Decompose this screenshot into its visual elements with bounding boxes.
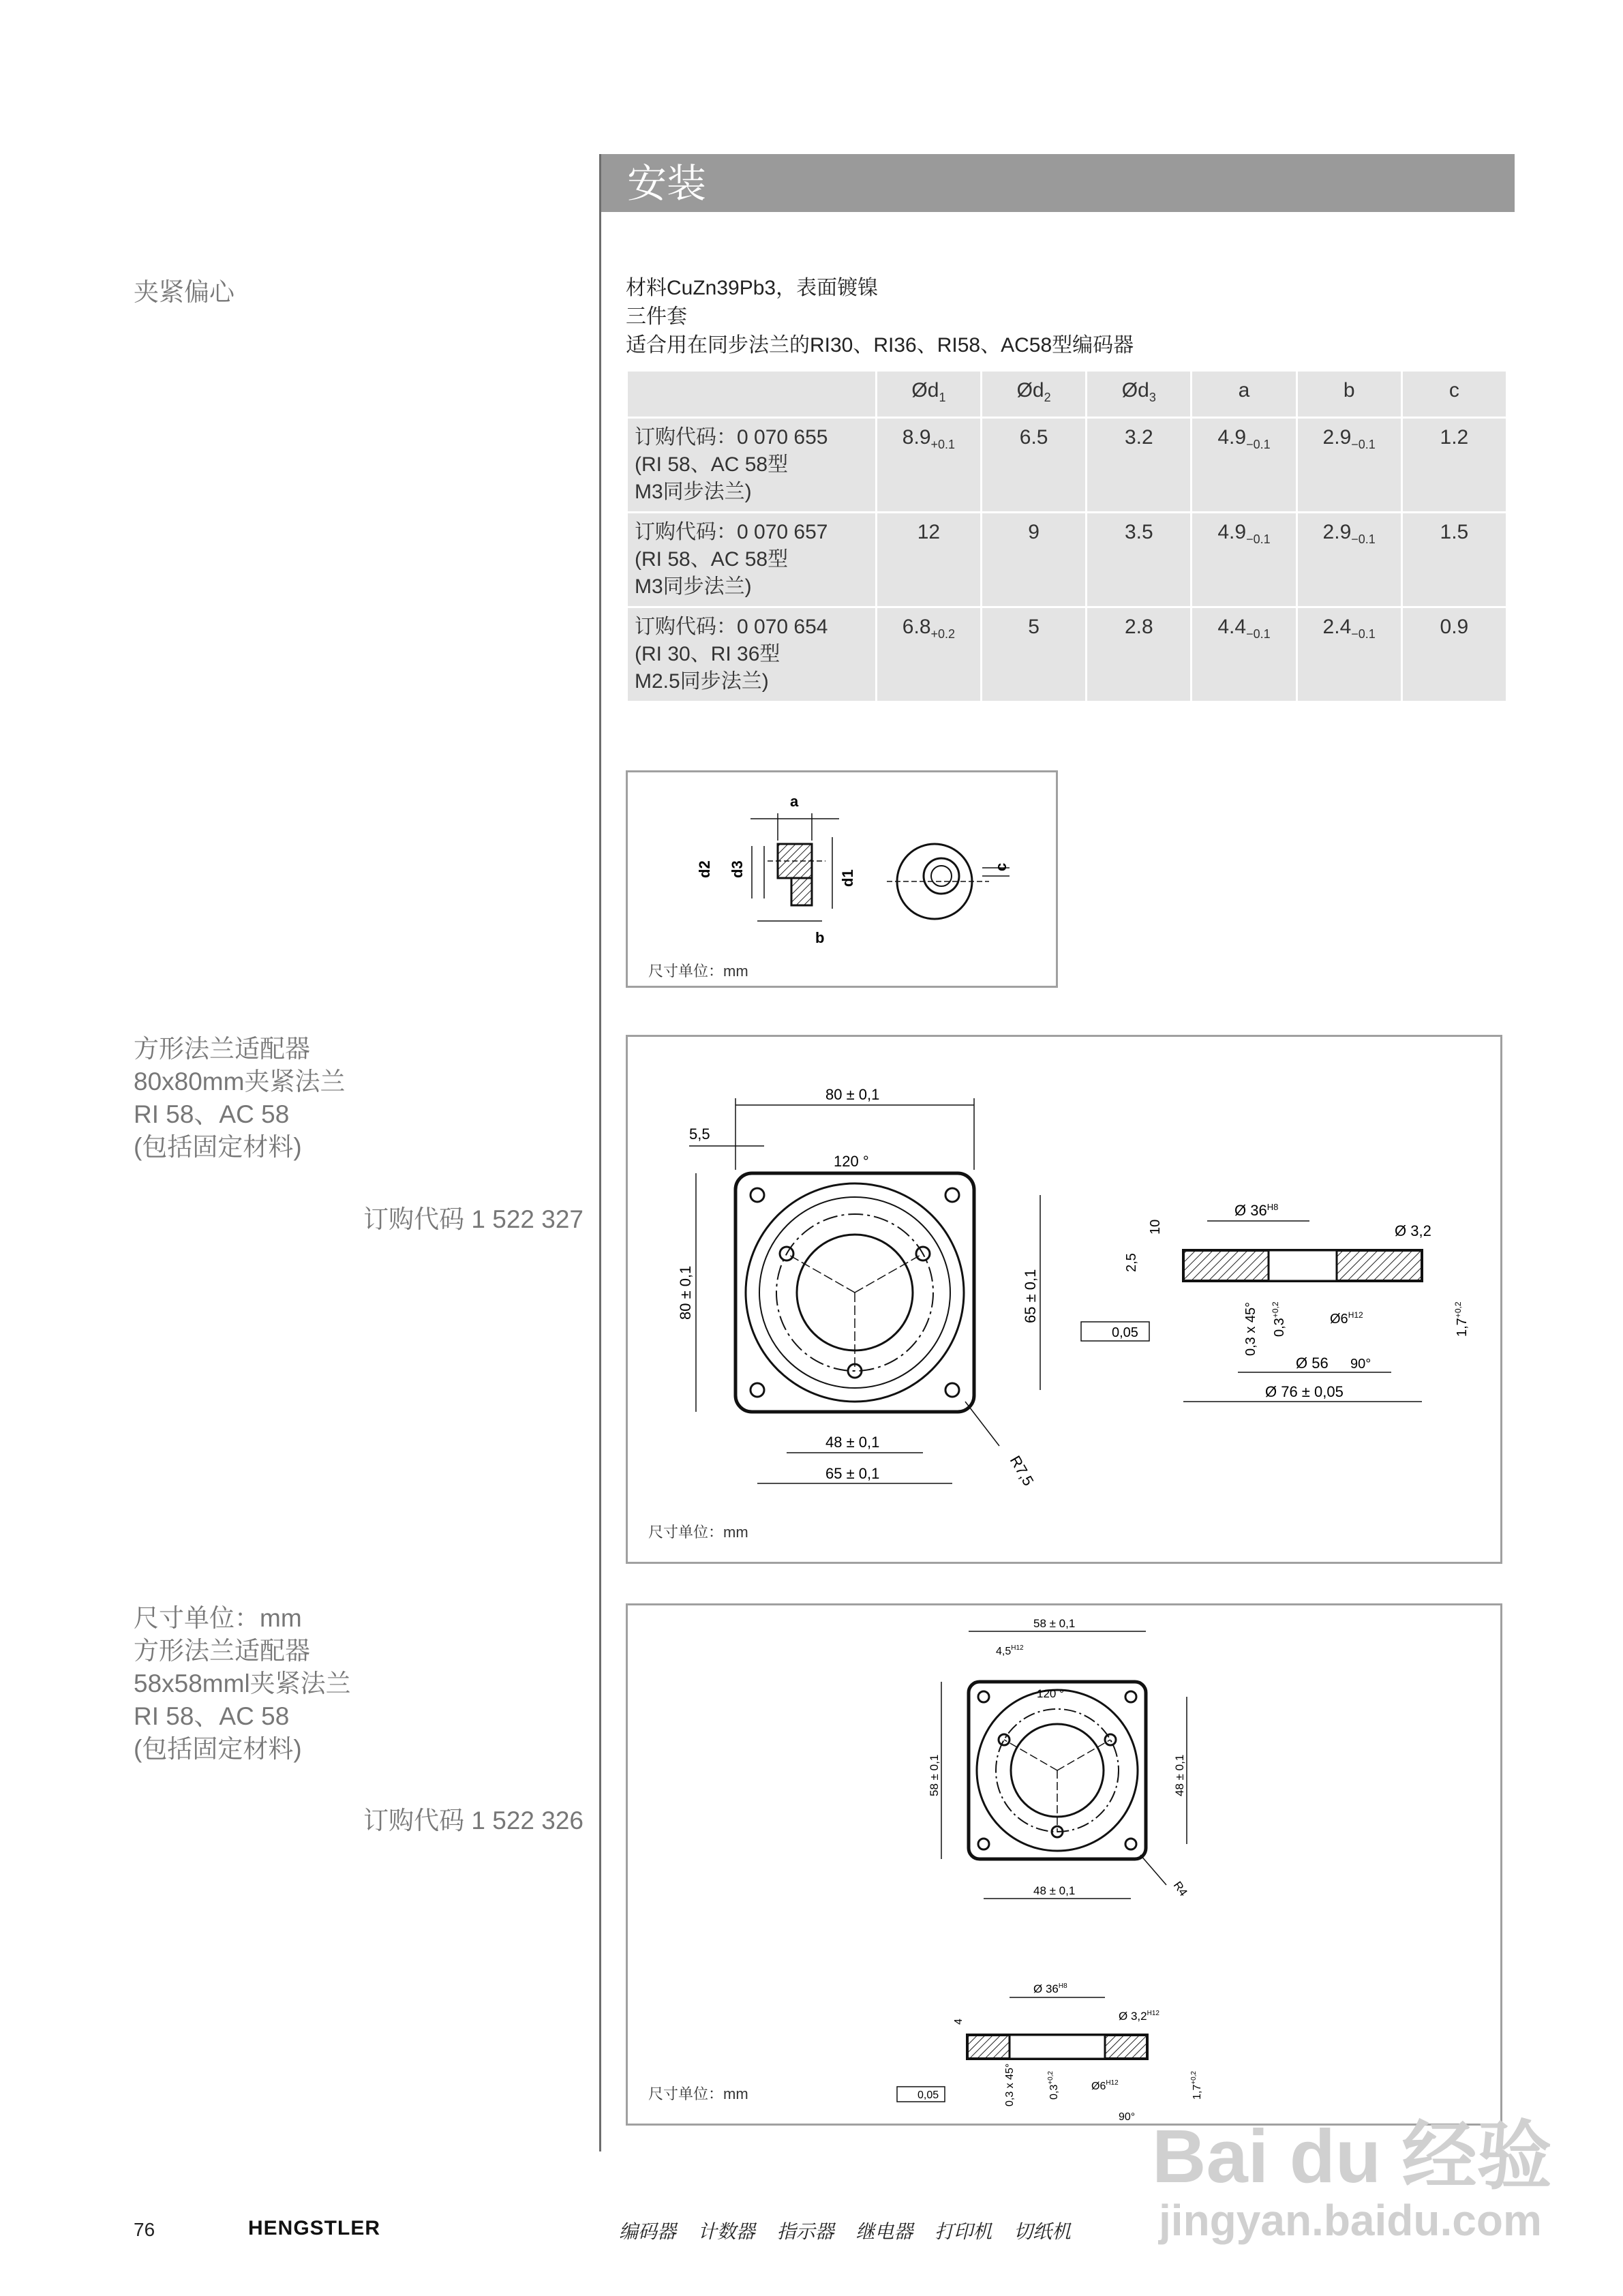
- cell-d3: 3.5: [1087, 513, 1190, 606]
- cell-a: $4.9_{-0.1}$: [1192, 419, 1295, 511]
- section2-line: 80x80mm夹紧法兰: [134, 1068, 346, 1096]
- section3-line: 58x58mml夹紧法兰: [134, 1670, 351, 1697]
- label-side-d32: Ø 3,2: [1395, 1222, 1431, 1239]
- label-side-flat: 0,05: [917, 2089, 939, 2101]
- corner-hole: [978, 1839, 989, 1849]
- label-side-03: $0,3^{+0,2}$: [1047, 2071, 1060, 2100]
- corner-hole: [750, 1383, 764, 1397]
- cell-c: 1.5: [1403, 513, 1506, 606]
- table-header-row: [628, 372, 1506, 417]
- label-side-d56: Ø 56: [1296, 1355, 1329, 1372]
- corner-hole: [1125, 1691, 1136, 1702]
- table-row: [628, 419, 1506, 511]
- footer-nav-item: 切纸机: [1013, 2221, 1071, 2242]
- label-bottom-inner: 48 ± 0,1: [825, 1434, 880, 1451]
- label-side-03: $0,3^{+0,2}$: [1271, 1301, 1287, 1337]
- table-header-cell: $Ød_1$: [877, 372, 980, 417]
- label-height-left: 58 ± 0,1: [928, 1754, 941, 1796]
- label-side-chamfer: 0,3 x 45°: [1243, 1301, 1258, 1356]
- label-side-10: 10: [1148, 1219, 1163, 1235]
- table-row: [628, 513, 1506, 606]
- section3-line: 方形法兰适配器: [134, 1637, 310, 1665]
- label-side-17: $1,7^{+0,2}$: [1190, 2071, 1203, 2100]
- footer-nav-item: 编码器: [619, 2221, 677, 2242]
- table-row: [628, 608, 1506, 701]
- cell-d3: 3.2: [1087, 419, 1190, 511]
- section2-order-code: 订购代码 1 522 327: [363, 1205, 583, 1233]
- section2-line: 方形法兰适配器: [134, 1035, 310, 1063]
- flange58-drawing: [628, 1605, 1500, 2124]
- section3-line: RI 58、AC 58: [134, 1702, 290, 1730]
- table-header-cell: b: [1298, 372, 1401, 417]
- section-header-bar: [601, 154, 1515, 212]
- label-radius: R4: [1170, 1879, 1190, 1899]
- order-code: 订购代码：0 070 654: [635, 616, 828, 638]
- corner-hole: [978, 1691, 989, 1702]
- label-d1: d1: [839, 869, 856, 887]
- front-inner-circle: [924, 858, 959, 894]
- label-width-top: 80 ± 0,1: [825, 1086, 880, 1103]
- row-desc: [628, 513, 875, 606]
- label-b: b: [815, 929, 825, 946]
- label-angle: 120 °: [1037, 1687, 1064, 1700]
- label-side-d36: Ø $36^{H8}$: [1033, 1982, 1067, 1995]
- footer-nav-item: 计数器: [697, 2221, 755, 2242]
- spec-material: 材料CuZn39Pb3，表面镀镍: [626, 277, 879, 299]
- row-desc-line: M2.5同步法兰): [635, 670, 769, 693]
- dim-line: [965, 1402, 999, 1446]
- section3-line: 尺寸单位：mm: [134, 1604, 302, 1632]
- section3-line: (包括固定材料): [134, 1735, 302, 1763]
- row-desc-line: (RI 58、AC 58型: [635, 453, 789, 476]
- cell-a: $4.4_{-0.1}$: [1192, 608, 1295, 701]
- cell-c: 1.2: [1403, 419, 1506, 511]
- corner-hole: [750, 1188, 764, 1202]
- spec-usage: 适合用在同步法兰的RI30、RI36、RI58、AC58型编码器: [626, 334, 1134, 357]
- cell-d2: 9: [982, 513, 1085, 606]
- eccentric-drawing: [628, 772, 1056, 986]
- table-header-cell: [628, 372, 875, 417]
- eccentric-drawing-frame: [626, 770, 1058, 988]
- flange58-drawing-frame: [626, 1603, 1502, 2126]
- row-desc-line: (RI 58、AC 58型: [635, 548, 789, 571]
- label-side-90: 90°: [1350, 1357, 1371, 1372]
- label-width-top: 58 ± 0,1: [1033, 1617, 1076, 1630]
- label-offset: 5,5: [689, 1126, 710, 1143]
- label-side-d6: $Ø6^{H12}$: [1091, 2079, 1119, 2092]
- label-side-25: 2,5: [1124, 1253, 1139, 1272]
- label-side-17: $1,7^{+0,2}$: [1453, 1301, 1470, 1337]
- footer-nav: [619, 2217, 1087, 2244]
- row-desc-line: (RI 30、RI 36型: [635, 643, 780, 665]
- label-side-flat: 0,05: [1112, 1325, 1138, 1340]
- row-desc: [628, 608, 875, 701]
- section-bore: [1010, 2035, 1105, 2059]
- section1-title: 夹紧偏心: [134, 278, 234, 306]
- table-header-cell: c: [1403, 372, 1506, 417]
- profile-shank: [791, 878, 812, 905]
- row-desc-line: M3同步法兰): [635, 575, 752, 598]
- page-number: 76: [134, 2219, 155, 2240]
- watermark-url: jingyan.baidu.com: [1159, 2196, 1542, 2245]
- table-header-cell: $Ød_2$: [982, 372, 1085, 417]
- cell-b: $2.4_{-0.1}$: [1298, 608, 1401, 701]
- unit-note: 尺寸单位：mm: [648, 2085, 748, 2102]
- label-d2: d2: [696, 860, 713, 878]
- label-side-90: 90°: [1119, 2111, 1136, 2123]
- label-side-4: 4: [953, 2019, 965, 2025]
- section-bore: [1269, 1250, 1337, 1281]
- flange80-drawing: [628, 1037, 1500, 1562]
- section2-line: (包括固定材料): [134, 1133, 302, 1161]
- dim-line: [1140, 1855, 1166, 1885]
- column-divider: [599, 154, 601, 2151]
- dimension-table: [626, 369, 1508, 703]
- label-side-chamfer: 0,3 x 45°: [1004, 2063, 1016, 2106]
- corner-hole: [1125, 1839, 1136, 1849]
- row-desc: [628, 419, 875, 511]
- cell-d2: 5: [982, 608, 1085, 701]
- section3-order-code: 订购代码 1 522 326: [363, 1807, 583, 1834]
- spec-set: 三件套: [626, 305, 687, 328]
- flange80-drawing-frame: [626, 1035, 1502, 1564]
- watermark-logo: Bai du 经验: [1152, 2115, 1552, 2199]
- label-d3: d3: [729, 860, 746, 878]
- footer-nav-item: 继电器: [855, 2221, 913, 2242]
- label-height-right: 65 ± 0,1: [1022, 1269, 1039, 1323]
- cell-b: $2.9_{-0.1}$: [1298, 419, 1401, 511]
- cell-a: $4.9_{-0.1}$: [1192, 513, 1295, 606]
- label-a: a: [790, 793, 799, 810]
- label-offset: $4,5^{H12}$: [996, 1644, 1024, 1657]
- order-code: 订购代码：0 070 657: [635, 521, 828, 543]
- label-c: c: [992, 862, 1010, 871]
- order-code: 订购代码：0 070 655: [635, 426, 828, 449]
- label-side-d32: Ø $3,2^{H12}$: [1119, 2010, 1159, 2023]
- label-angle: 120 °: [834, 1153, 869, 1170]
- label-side-d36: Ø $36^{H8}$: [1234, 1202, 1279, 1219]
- corner-hole: [945, 1383, 959, 1397]
- front-bore-circle: [931, 866, 952, 886]
- cell-d1: $8.9_{+0.1}$: [877, 419, 980, 511]
- page-title: 安装: [627, 162, 707, 206]
- table-header-cell: a: [1192, 372, 1295, 417]
- label-radius: R7,5: [1006, 1453, 1037, 1489]
- label-side-d76: Ø 76 ± 0,05: [1265, 1383, 1344, 1400]
- cell-d3: 2.8: [1087, 608, 1190, 701]
- label-bottom-outer: 65 ± 0,1: [825, 1465, 880, 1482]
- cell-c: 0.9: [1403, 608, 1506, 701]
- unit-note: 尺寸单位：mm: [648, 963, 748, 980]
- label-bottom: 48 ± 0,1: [1033, 1884, 1076, 1897]
- row-desc-line: M3同步法兰): [635, 481, 752, 503]
- table-header-cell: $Ød_3$: [1087, 372, 1190, 417]
- cell-b: $2.9_{-0.1}$: [1298, 513, 1401, 606]
- label-side-d6: $Ø6^{H12}$: [1330, 1310, 1363, 1327]
- corner-hole: [945, 1188, 959, 1202]
- footer-nav-item: 打印机: [935, 2221, 992, 2242]
- cell-d1: 12: [877, 513, 980, 606]
- section2-line: RI 58、AC 58: [134, 1100, 290, 1128]
- label-height-right: 48 ± 0,1: [1173, 1754, 1186, 1796]
- cell-d2: 6.5: [982, 419, 1085, 511]
- unit-note: 尺寸单位：mm: [648, 1524, 748, 1541]
- footer-nav-item: 指示器: [776, 2221, 834, 2242]
- cell-d1: $6.8_{+0.2}$: [877, 608, 980, 701]
- brand-logo: HENGSTLER: [248, 2217, 381, 2239]
- label-height-left: 80 ± 0,1: [677, 1265, 694, 1320]
